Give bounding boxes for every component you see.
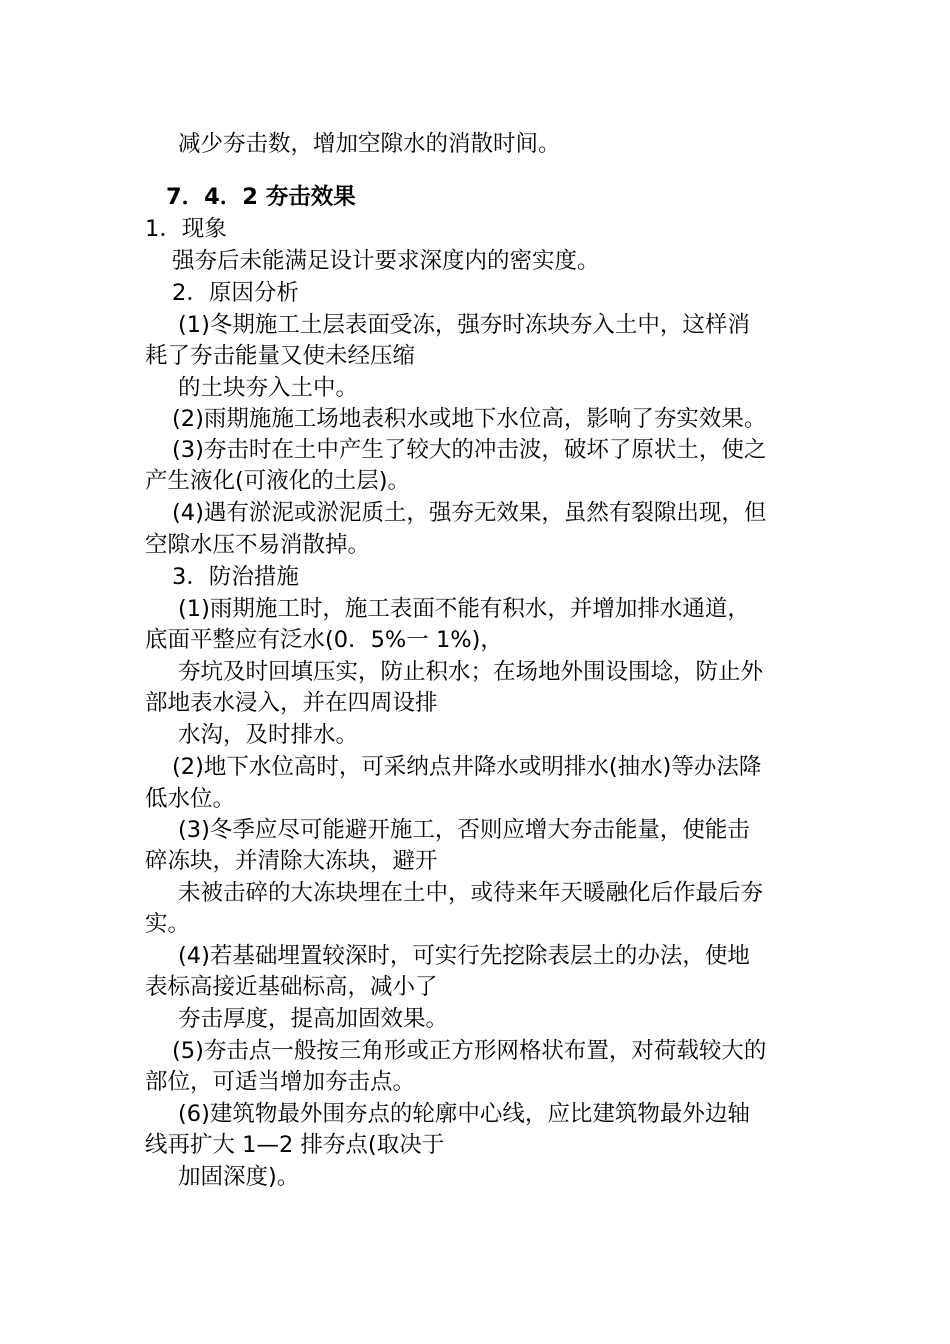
paragraph-line: 低水位。: [145, 786, 236, 812]
paragraph-line: (5)夯击点一般按三角形或正方形网格状布置，对荷载较大的: [172, 1038, 767, 1064]
paragraph-line: 碎冻块，并清除大冻块，避开: [145, 848, 438, 874]
paragraph-line: 表标高接近基础标高，减小了: [145, 974, 438, 1000]
paragraph-line: 底面平整应有泛水(0．5%一 1%)，: [145, 627, 503, 653]
paragraph-line: (2)雨期施施工场地表积水或地下水位高，影响了夯实效果。: [172, 406, 767, 432]
paragraph-line: (6)建筑物最外围夯点的轮廓中心线，应比建筑物最外边轴: [178, 1101, 750, 1127]
paragraph-line: (3)夯击时在土中产生了较大的冲击波，破坏了原状土，使之: [172, 437, 767, 463]
paragraph-line: 产生液化(可液化的土层)。: [145, 468, 411, 494]
paragraph-line: 夯坑及时回填压实，防止积水；在场地外围设围埝，防止外: [178, 659, 764, 685]
section-heading: 7．4．2 夯击效果: [166, 184, 356, 210]
paragraph-line: 部位，可适当增加夯击点。: [145, 1069, 416, 1095]
paragraph-line: 加固深度)。: [178, 1164, 300, 1190]
paragraph-line: 实。: [145, 911, 191, 937]
subheading-cause-analysis: 2．原因分析: [172, 280, 299, 306]
paragraph-line: (1)雨期施工时，施工表面不能有积水，并增加排水通道，: [178, 596, 750, 622]
paragraph-line: 夯击厚度，提高加固效果。: [178, 1006, 449, 1032]
subheading-phenomenon: 1．现象: [145, 216, 227, 242]
paragraph-line: 耗了夯击能量又使未经压缩: [145, 343, 416, 369]
paragraph-line: 水沟，及时排水。: [178, 722, 359, 748]
subheading-prevention: 3．防治措施: [172, 564, 299, 590]
paragraph-line: (4)若基础埋置较深时，可实行先挖除表层土的办法，使地: [178, 943, 750, 969]
paragraph-line: (2)地下水位高时，可采纳点井降水或明排水(抽水)等办法降: [172, 754, 762, 780]
paragraph-line: 的土块夯入土中。: [178, 375, 359, 401]
paragraph-line: 线再扩大 1—2 排夯点(取决于: [145, 1132, 445, 1158]
paragraph-line: 强夯后未能满足设计要求深度内的密实度。: [172, 248, 600, 274]
paragraph-line: (4)遇有淤泥或淤泥质土，强夯无效果，虽然有裂隙出现，但: [172, 500, 767, 526]
paragraph-line: 减少夯击数，增加空隙水的消散时间。: [178, 131, 561, 157]
paragraph-line: 未被击碎的大冻块埋在土中，或待来年天暖融化后作最后夯: [178, 880, 764, 906]
paragraph-line: (1)冬期施工土层表面受冻，强夯时冻块夯入土中，这样消: [178, 312, 750, 338]
paragraph-line: 空隙水压不易消散掉。: [145, 532, 371, 558]
paragraph-line: (3)冬季应尽可能避开施工，否则应增大夯击能量，使能击: [178, 817, 750, 843]
paragraph-line: 部地表水浸入，并在四周设排: [145, 690, 438, 716]
